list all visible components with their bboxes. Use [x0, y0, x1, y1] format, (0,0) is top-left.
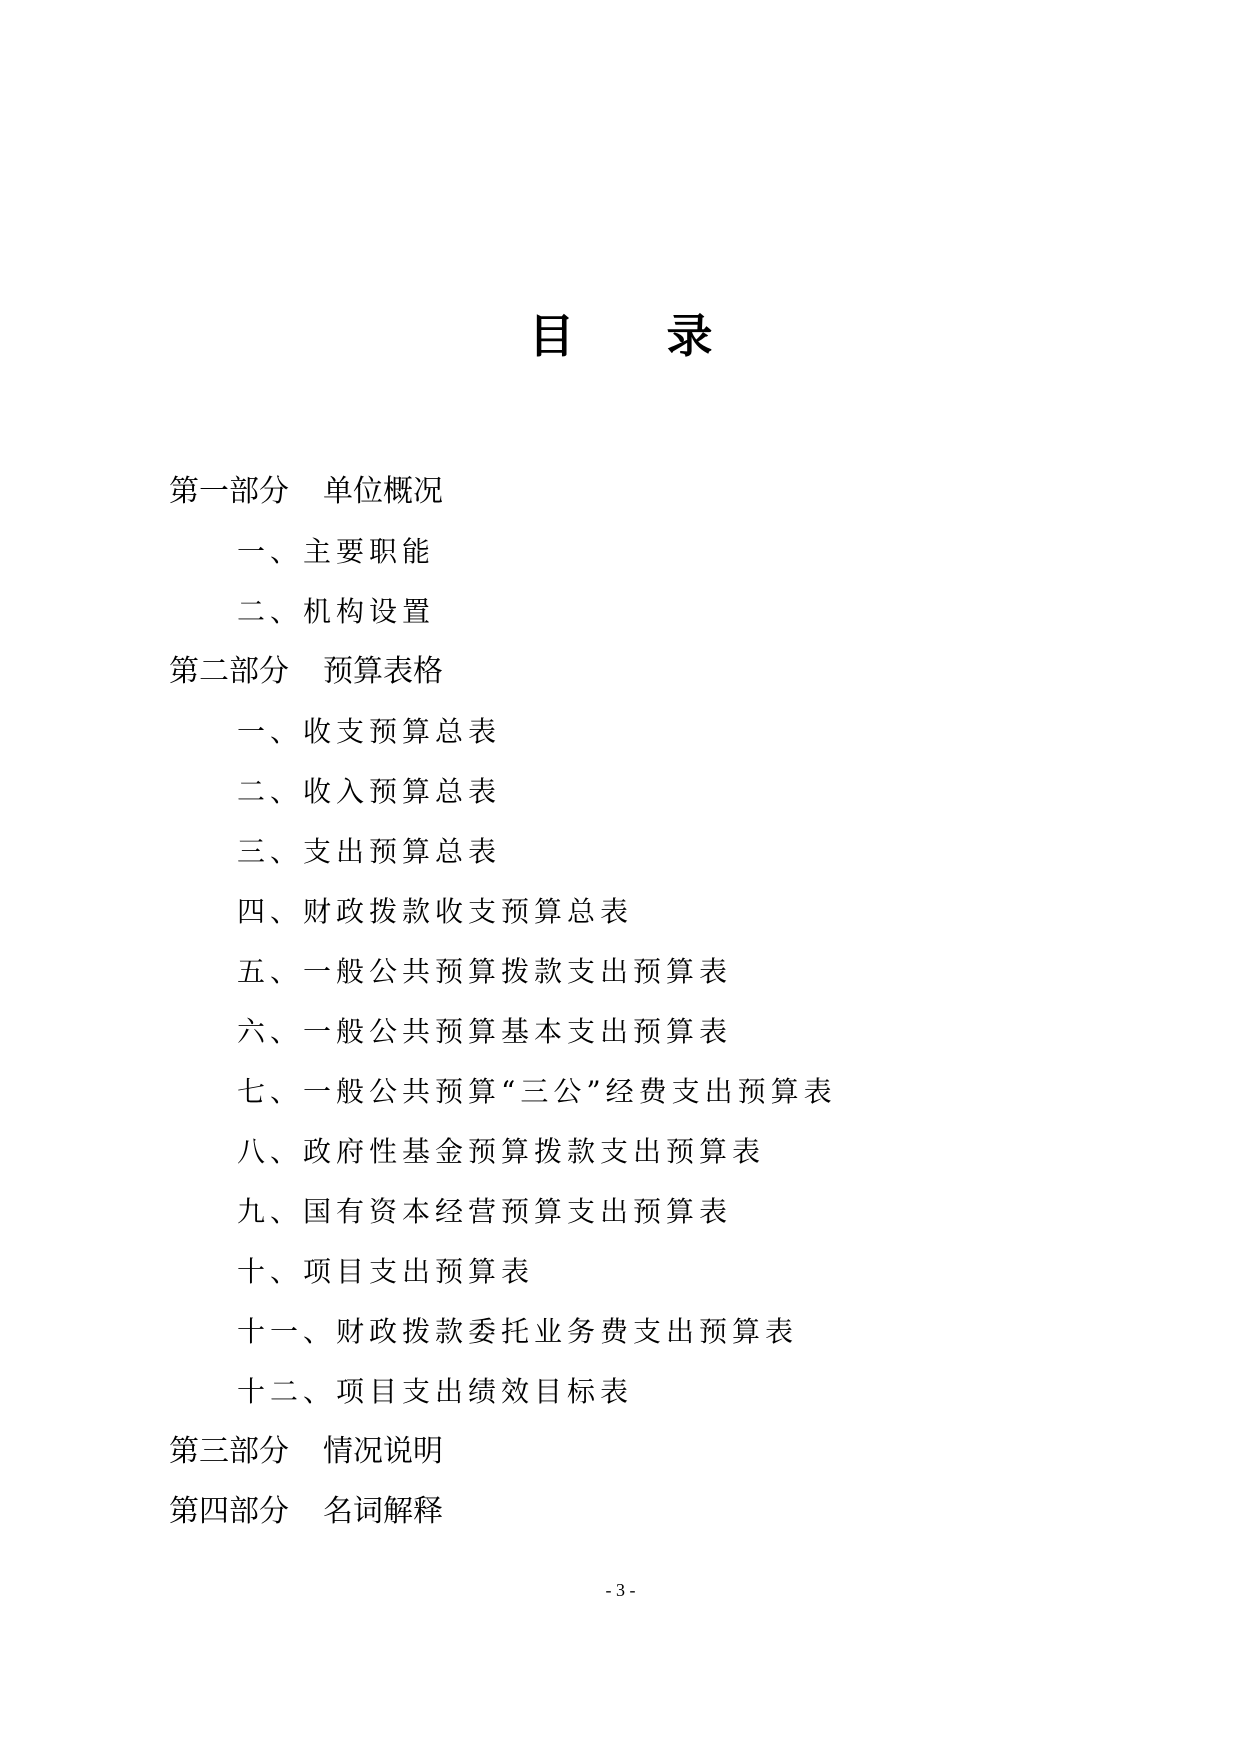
- toc-part-label: 预算表格: [323, 654, 443, 689]
- toc-item: [169, 702, 837, 762]
- toc-item: [169, 762, 837, 822]
- toc-part-label: 名词解释: [323, 1494, 443, 1529]
- toc-item-label: 一、主要职能: [237, 535, 436, 568]
- toc-item: [169, 882, 837, 942]
- toc-part-number: 第四部分: [169, 1494, 289, 1529]
- toc-item: [169, 942, 837, 1002]
- toc-item-label: 六、一般公共预算基本支出预算表: [237, 1015, 733, 1048]
- toc-item: [169, 1362, 837, 1422]
- toc-item: [169, 1302, 837, 1362]
- toc-item-label: 七、一般公共预算“三公”经费支出预算表: [237, 1075, 837, 1108]
- toc-item-label: 九、国有资本经营预算支出预算表: [237, 1195, 733, 1228]
- toc-part: [169, 642, 837, 702]
- toc-item-label: 一、收支预算总表: [237, 715, 502, 748]
- toc-item: [169, 1122, 837, 1182]
- toc-part: [169, 462, 837, 522]
- toc-item: [169, 1182, 837, 1242]
- toc-item-label: 十一、财政拨款委托业务费支出预算表: [237, 1315, 799, 1348]
- toc-part-label: 情况说明: [323, 1434, 443, 1469]
- toc-item: [169, 1242, 837, 1302]
- toc-part: [169, 1422, 837, 1482]
- toc-item: [169, 582, 837, 642]
- toc-part-number: 第二部分: [169, 654, 289, 689]
- toc-part-number: 第一部分: [169, 474, 289, 509]
- table-of-contents: [169, 462, 837, 1542]
- toc-item: [169, 822, 837, 882]
- toc-item-label: 十、项目支出预算表: [237, 1255, 535, 1288]
- toc-item: [169, 1062, 837, 1122]
- toc-item: [169, 522, 837, 582]
- toc-item-label: 二、机构设置: [237, 595, 436, 628]
- page-title: 目 录: [528, 309, 751, 363]
- page-number: - 3 -: [605, 1580, 636, 1600]
- toc-item-label: 八、政府性基金预算拨款支出预算表: [237, 1135, 766, 1168]
- toc-part: [169, 1482, 837, 1542]
- toc-item-label: 十二、项目支出绩效目标表: [237, 1375, 634, 1408]
- toc-item-label: 五、一般公共预算拨款支出预算表: [237, 955, 733, 988]
- toc-part-number: 第三部分: [169, 1434, 289, 1469]
- toc-item: [169, 1002, 837, 1062]
- toc-part-label: 单位概况: [323, 474, 443, 509]
- toc-item-label: 三、支出预算总表: [237, 835, 502, 868]
- toc-item-label: 二、收入预算总表: [237, 775, 502, 808]
- toc-item-label: 四、财政拨款收支预算总表: [237, 895, 634, 928]
